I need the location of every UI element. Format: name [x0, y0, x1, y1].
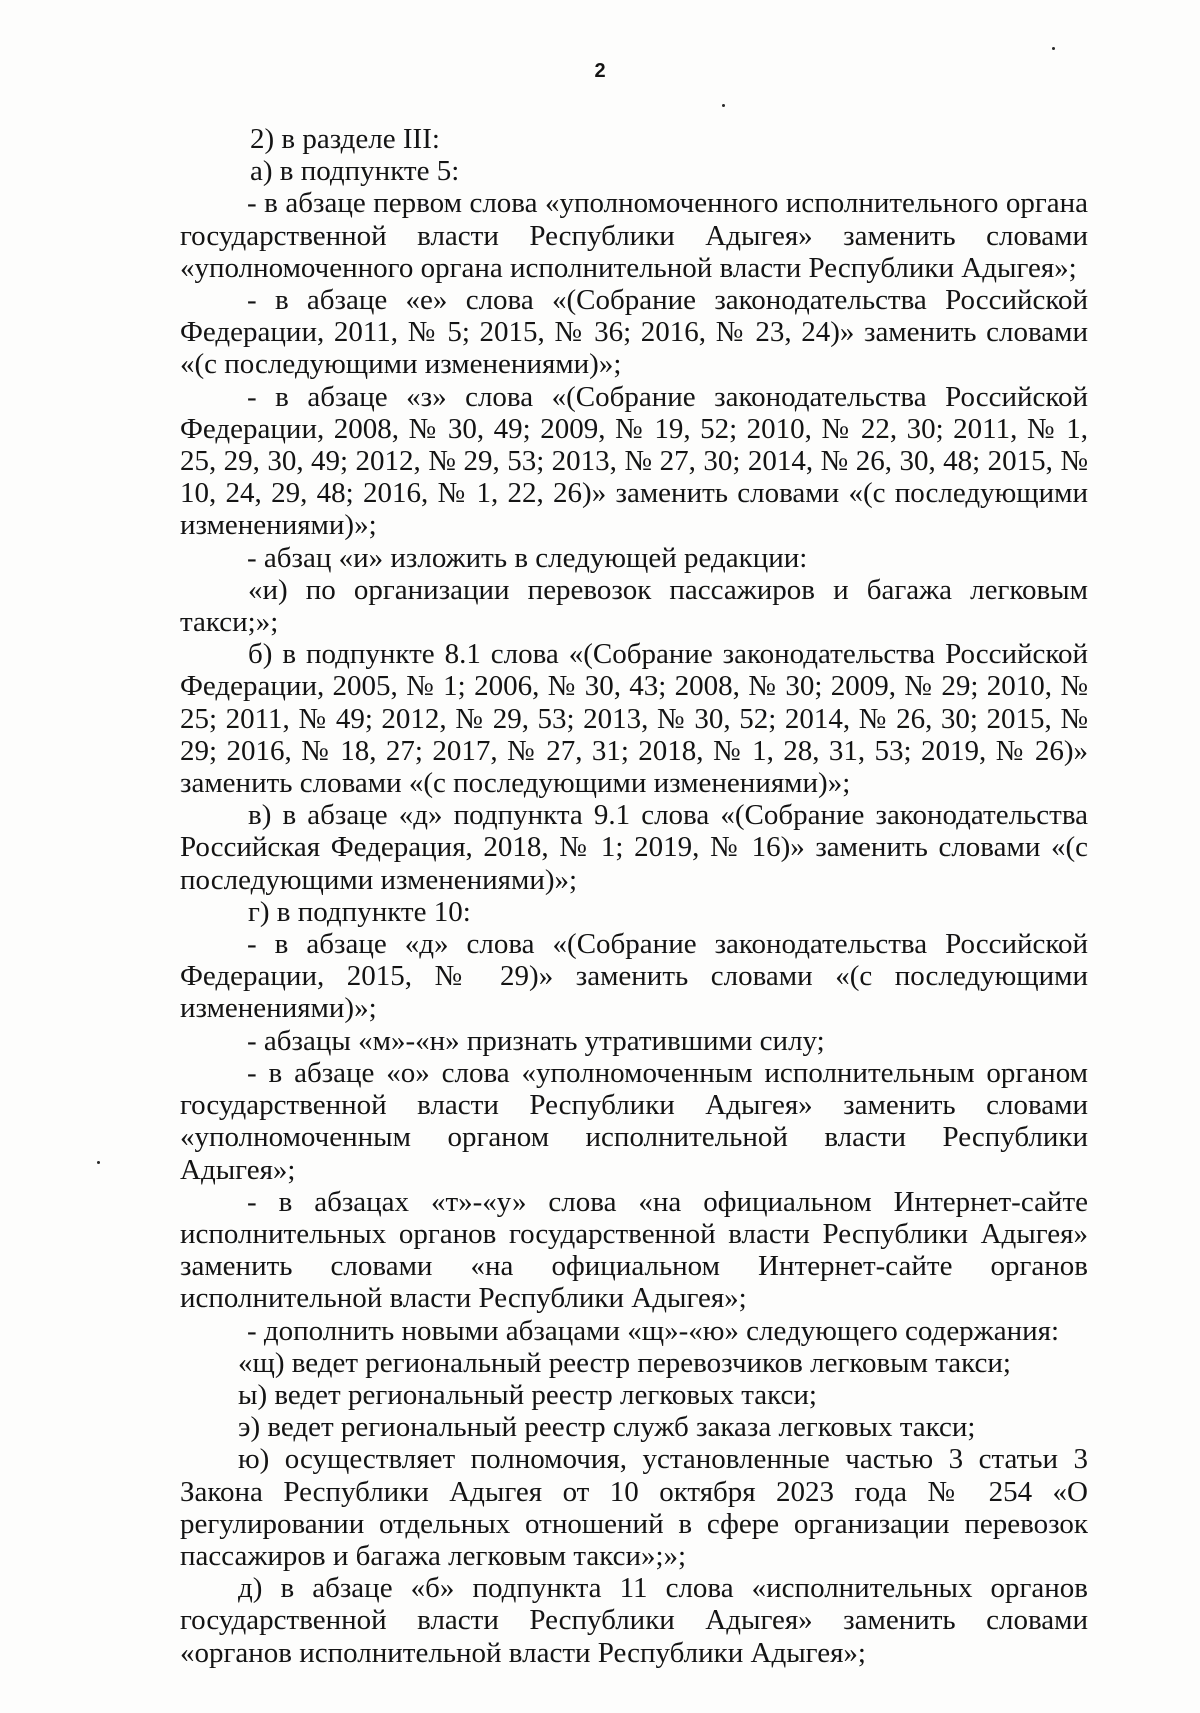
paragraph-subpoint-a: а) в подпункте 5: — [250, 155, 460, 188]
paragraph-subpoint-d: д) в абзаце «б» подпункта 11 слова «исполнительных органов государственной власти Республики Адыгея» заменить словами «органов исполнительной власти Республики Адыгея»; — [180, 1572, 1088, 1669]
paragraph-subpoint-v: в) в абзаце «д» подпункта 9.1 слова «(Собрание законодательства Российская Федерация, 2018, № 1; 2019, № 16)» заменить словами «(с последующими изменениями)»; — [180, 799, 1088, 896]
paragraph: - абзацы «м»-«н» признать утратившими силу; — [247, 1024, 825, 1057]
paragraph: - абзац «и» изложить в следующей редакции: — [247, 541, 808, 574]
scan-speck — [97, 1161, 100, 1164]
paragraph-subpoint-g: г) в подпункте 10: — [248, 895, 471, 928]
paragraph: - дополнить новыми абзацами «щ»-«ю» следующего содержания: — [247, 1314, 1060, 1347]
paragraph: - в абзаце «о» слова «уполномоченным исполнительным органом государственной власти Республики Адыгея» заменить словами «уполномоченным органом исполнительной власти Республики Адыгея»; — [180, 1056, 1088, 1186]
paragraph: - в абзаце «д» слова «(Собрание законодательства Российской Федерации, 2015, № 29)» заменить словами «(с последующими изменениями)»; — [180, 928, 1088, 1025]
paragraph: ы) ведет региональный реестр легковых такси; — [238, 1378, 817, 1411]
paragraph: э) ведет региональный реестр служб заказа легковых такси; — [238, 1411, 976, 1444]
paragraph: - в абзаце «е» слова «(Собрание законодательства Российской Федерации, 2011, № 5; 2015, № 36; 2016, № 23, 24)» заменить словами «(с последующими изменениями)»; — [180, 284, 1088, 381]
paragraph: - в абзаце «з» слова «(Собрание законодательства Российской Федерации, 2008, № 30, 49; 2009, № 19, 52; 2010, № 22, 30; 2011, № 1, 25, 29, 30, 49; 2012, № 29, 53; 2013, № 27, 30; 2014, № 26, 30, 48; 2015, № 10, 24, 29, 48; 2016, № 1, 22, 26)» заменить словами «(с последующими изменениями)»; — [180, 380, 1088, 542]
paragraph-subpoint-b: б) в подпункте 8.1 слова «(Собрание законодательства Российской Федерации, 2005, № 1; 2006, № 30, 43; 2008, № 30; 2009, № 29; 2010, № 25; 2011, № 49; 2012, № 29, 53; 2013, № 30, 52; 2014, № 26, 30; 2015, № 29; 2016, № 18, 27; 2017, № 27, 31; 2018, № 1, 28, 31, 53; 2019, № 26)» заменить словами «(с последующими изменениями)»; — [180, 638, 1088, 800]
scan-speck — [1052, 47, 1055, 50]
paragraph: - в абзацах «т»-«у» слова «на официальном Интернет-сайте исполнительных органов государственной власти Республики Адыгея» заменить словами «на официальном Интернет-сайте органов исполнительной власти Республики Адыгея»; — [180, 1185, 1088, 1315]
document-body — [180, 123, 1088, 1669]
paragraph-section-heading: 2) в разделе III: — [250, 123, 440, 155]
paragraph: «щ) ведет региональный реестр перевозчиков легковым такси; — [238, 1346, 1011, 1379]
paragraph: «и) по организации перевозок пассажиров и багажа легковым такси;»; — [180, 573, 1088, 639]
paragraph: - в абзаце первом слова «уполномоченного исполнительного органа государственной власти Республики Адыгея» заменить словами «уполномоченного органа исполнительной власти Республики Адыгея»; — [180, 187, 1088, 284]
paragraph: ю) осуществляет полномочия, установленные частью 3 статьи 3 Закона Республики Адыгея от 10 октября 2023 года № 254 «О регулировании отдельных отношений в сфере организации перевозок пассажиров и багажа легковым такси»;»; — [180, 1443, 1088, 1572]
page-number: 2 — [594, 60, 606, 82]
scan-speck — [722, 104, 725, 107]
